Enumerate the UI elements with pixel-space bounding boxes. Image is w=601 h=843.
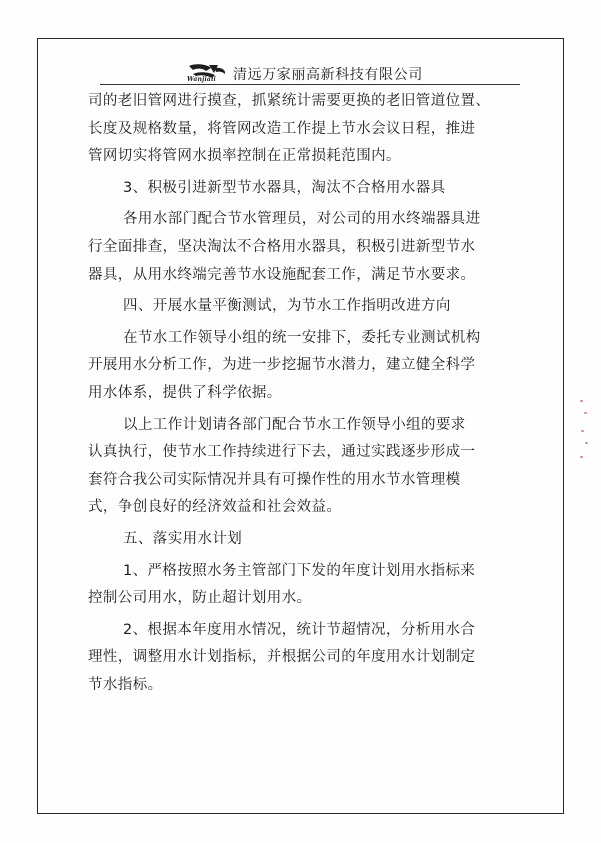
text-line: 在节水工作领导小组的统一安排下，委托专业测试机构: [123, 329, 481, 346]
text-line: 以上工作计划请各部门配合节水工作领导小组的要求: [123, 416, 466, 433]
text-line: 套符合我公司实际情况并具有可操作性的用水节水管理模: [88, 471, 461, 488]
stamp-mark: [580, 400, 583, 402]
stamp-edge-marks: [578, 398, 590, 468]
text-line: 2、根据本年度用水情况，统计节超情况，分析用水合: [123, 621, 476, 638]
paragraph: [88, 88, 520, 171]
text-line: 器具，从用水终端完善节水设施配套工作，满足节水要求。: [88, 266, 476, 283]
text-line: 节水指标。: [88, 676, 163, 693]
text-line: 管网切实将管网水损率控制在正常损耗范围内。: [88, 148, 401, 165]
company-logo-icon: [185, 64, 229, 84]
text-line: 理性，调整用水计划指标，并根据公司的年度用水计划制定: [88, 649, 476, 666]
text-line: 开展用水分析工作，为进一步挖掘节水潜力，建立健全科学: [88, 357, 476, 374]
text-line: 认真执行，使节水工作持续进行下去，通过实践逐步形成一: [88, 444, 476, 461]
company-name: 清远万家丽高新科技有限公司: [233, 67, 423, 83]
text-line: 控制公司用水，防止超计划用水。: [88, 590, 312, 607]
text-line: 各用水部门配合节水管理员，对公司的用水终端器具进: [123, 211, 481, 228]
logo-wordmark: Wanjiali: [187, 76, 216, 83]
document-body: [88, 88, 520, 699]
section-heading: [88, 526, 520, 554]
stamp-mark: [585, 442, 588, 444]
paragraph: [88, 325, 520, 408]
paragraph: [88, 558, 520, 613]
paragraph: [88, 412, 520, 522]
text-line: 四、开展水量平衡测试，为节水工作指明改进方向: [123, 298, 451, 315]
paragraph: [88, 206, 520, 289]
stamp-mark: [581, 430, 584, 432]
text-line: 司的老旧管网进行摸查，抓紧统计需要更换的老旧管道位置、: [88, 93, 491, 109]
text-line: 行全面排查，坚决淘汰不合格用水器具，积极引进新型节水: [88, 238, 476, 255]
stamp-mark: [580, 456, 583, 458]
text-line: 1、严格按照水务主管部门下发的年度计划用水指标来: [123, 562, 476, 579]
text-line: 长度及规格数量，将管网改造工作提上节水会议日程，推进: [88, 120, 476, 137]
text-line: 3、积极引进新型节水器具，淘汰不合格用水器具: [123, 179, 446, 196]
section-heading: [88, 175, 520, 203]
paragraph: [88, 617, 520, 700]
text-line: 用水体系，提供了科学依据。: [88, 384, 282, 401]
text-line: 式，争创良好的经济效益和社会效益。: [88, 499, 342, 516]
text-line: 五、落实用水计划: [123, 530, 243, 547]
stamp-mark: [584, 412, 587, 414]
section-heading: [88, 293, 520, 321]
letterhead: [185, 62, 423, 84]
header-divider: [100, 84, 520, 85]
